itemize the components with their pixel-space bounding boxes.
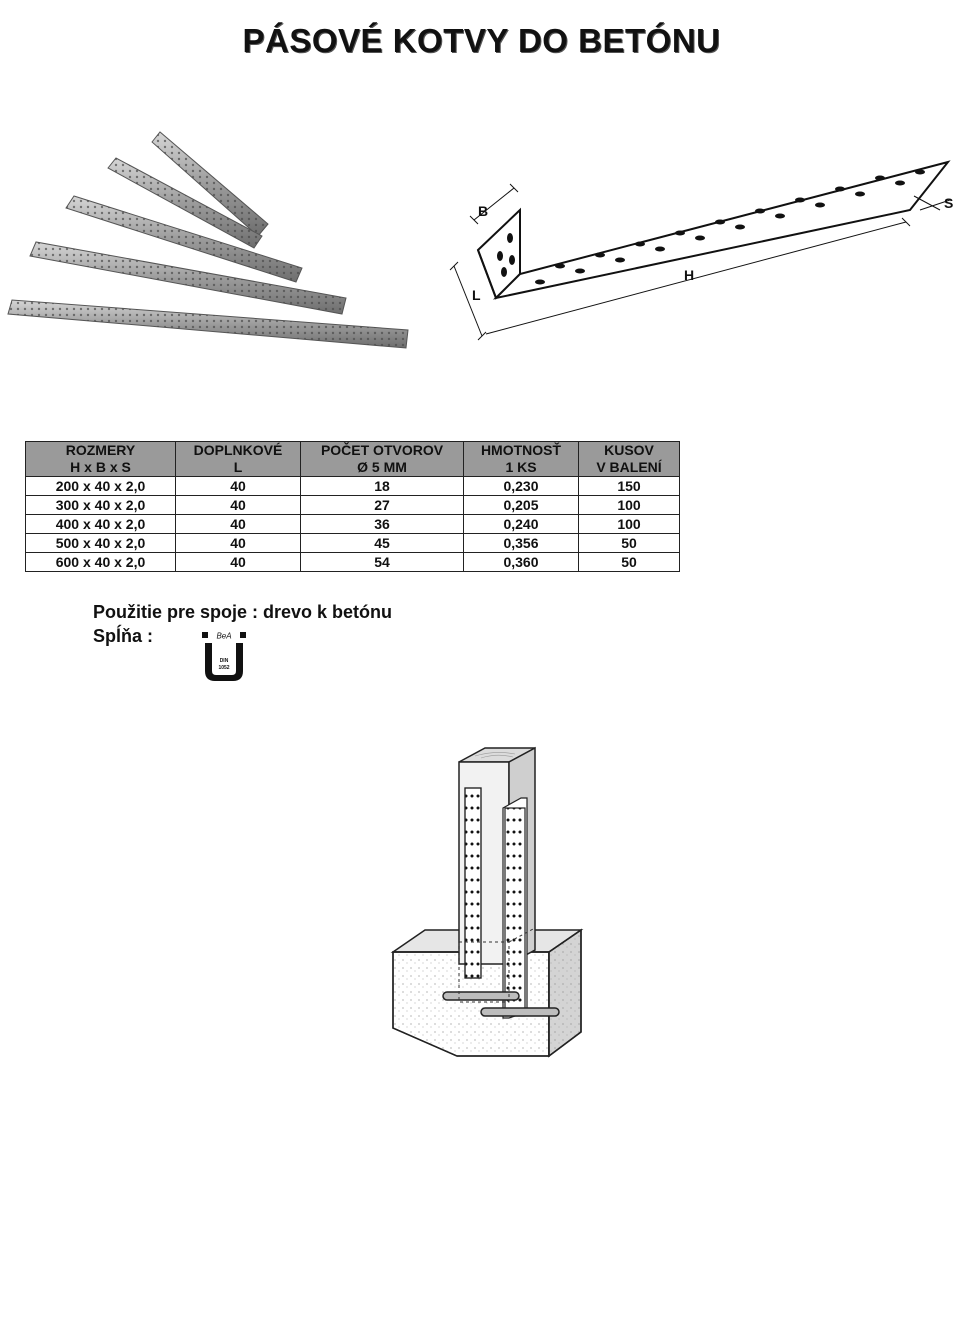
table-cell: 40 [176,515,301,534]
table-cell: 54 [301,553,464,572]
certification-mark-icon [202,631,246,683]
table-cell: 200 x 40 x 2,0 [26,477,176,496]
table-cell: 0,240 [464,515,579,534]
table-cell: 0,360 [464,553,579,572]
column-header: KUSOV V BALENÍ [579,442,680,477]
label-b: B [478,203,489,219]
table-row [26,534,680,553]
table-cell: 600 x 40 x 2,0 [26,553,176,572]
label-s: S [944,195,954,211]
table-cell: 400 x 40 x 2,0 [26,515,176,534]
strap-4 [30,242,346,314]
table-cell: 50 [579,534,680,553]
table-header-row [26,442,680,477]
dimension-drawing [430,150,963,350]
table-cell: 100 [579,496,680,515]
label-l: L [472,287,481,303]
column-header: ROZMERY H x B x S [26,442,176,477]
compliance-line: Spĺňa : [93,626,154,646]
table-cell: 40 [176,477,301,496]
column-header: HMOTNOSŤ 1 KS [464,442,579,477]
table-cell: 50 [579,553,680,572]
page-title: PÁSOVÉ KOTVY DO BETÓNU [242,22,721,59]
strap-5 [8,300,408,348]
cert-brand: BeA [216,631,232,641]
cert-din: DIN [219,658,229,664]
table-cell: 0,205 [464,496,579,515]
product-photo-straps [0,120,420,370]
column-header: DOPLNKOVÉ L [176,442,301,477]
table-cell: 0,230 [464,477,579,496]
table-row [26,477,680,496]
table-cell: 36 [301,515,464,534]
cert-number: 1052 [218,665,230,671]
table-cell: 500 x 40 x 2,0 [26,534,176,553]
table-cell: 18 [301,477,464,496]
table-cell: 300 x 40 x 2,0 [26,496,176,515]
label-h: H [684,267,695,283]
table-row [26,496,680,515]
table-cell: 40 [176,496,301,515]
column-header: POČET OTVOROV Ø 5 MM [301,442,464,477]
table-cell: 100 [579,515,680,534]
table-row [26,553,680,572]
table-cell: 45 [301,534,464,553]
table-cell: 40 [176,553,301,572]
usage-line: Použitie pre spoje : drevo k betónu [93,602,393,622]
table-row [26,515,680,534]
table-cell: 0,356 [464,534,579,553]
installation-illustration [385,742,585,1062]
table-cell: 150 [579,477,680,496]
table-cell: 40 [176,534,301,553]
specs-table [25,441,680,572]
table-cell: 27 [301,496,464,515]
